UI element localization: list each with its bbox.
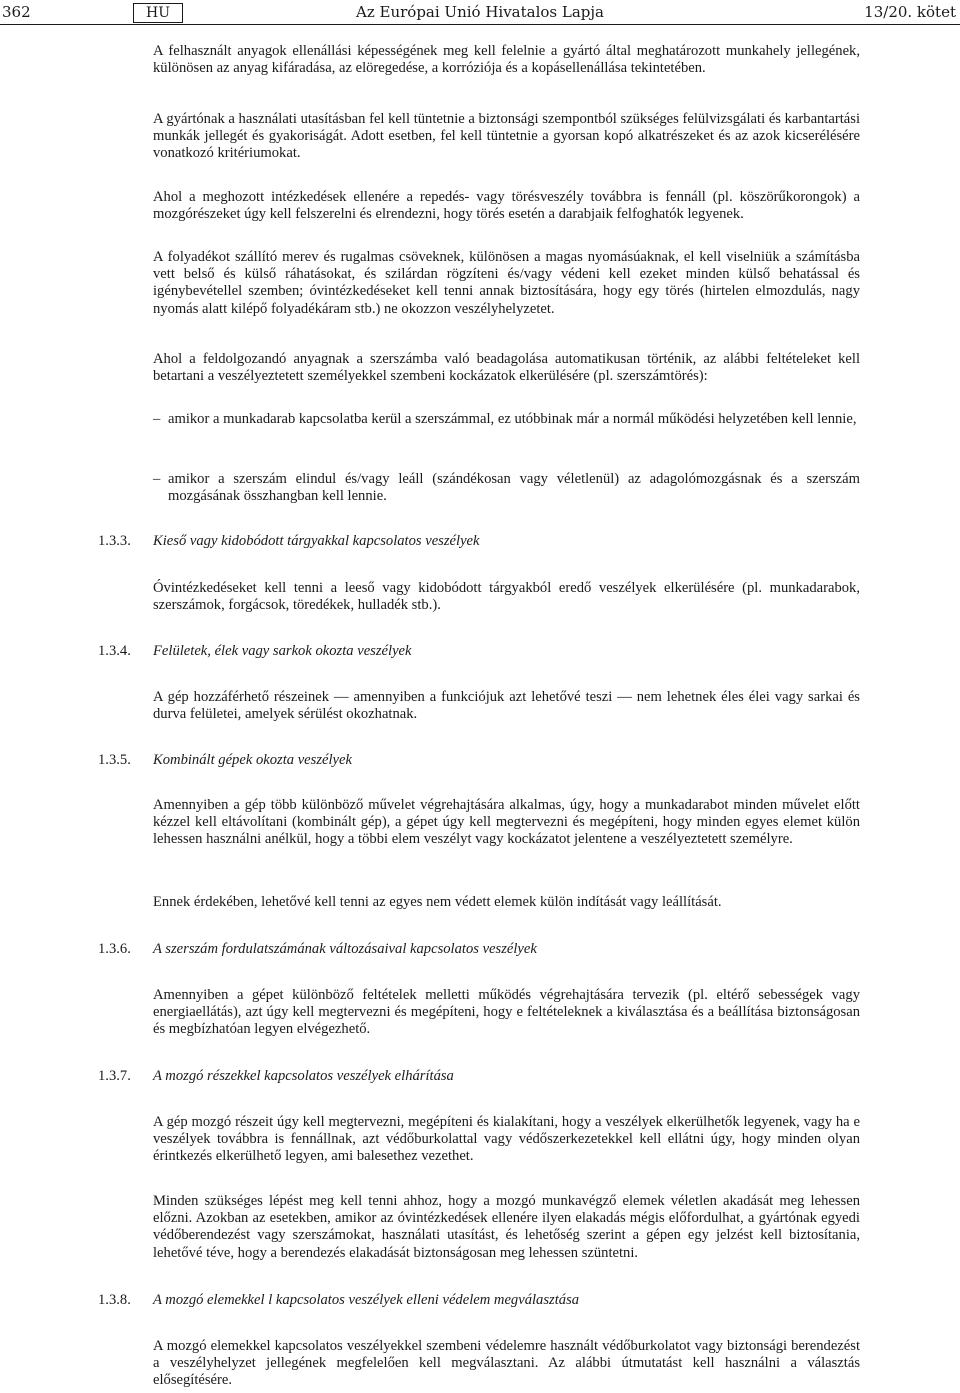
volume-label: 13/20. kötet bbox=[864, 3, 956, 21]
section-number: 1.3.4. bbox=[98, 643, 131, 659]
journal-title: Az Európai Unió Hivatalos Lapja bbox=[356, 3, 604, 21]
paragraph: A folyadékot szállító merev és rugalmas csöveknek, különösen a magas nyomásúaknak, el kell viselniük a számításba vett belső és külső ráhatásokat, és szilárdan rögzíteni és/vagy védeni kell ezeket minden külső behatással és igénybevétellel szemben; óvintézkedéseket kell tenni annak biztosítására, hogy egy törés (hirtelen elmozdulás, nagy nyomás alatt kilépő folyadékáram stb.) ne okozzon veszélyhelyzetet. bbox=[153, 249, 860, 317]
paragraph: Óvintézkedéseket kell tenni a leeső vagy kidobódott tárgyakból eredő veszélyek elkerülésére (pl. munkadarabok, szerszámok, forgácsok, töredékek, hulladék stb.). bbox=[153, 580, 860, 614]
paragraph: A mozgó elemekkel kapcsolatos veszélyekkel szembeni védelemre használt védőburkolatot vagy biztonsági berendezést a veszélyhelyzet jellegének megfelelően kell megválasztani. Az alábbi útmutatást kell használni a választás elősegítésére. bbox=[153, 1338, 860, 1389]
section-title: Kombinált gépek okozta veszélyek bbox=[153, 752, 352, 768]
paragraph: Minden szükséges lépést meg kell tenni ahhoz, hogy a mozgó munkavégző elemek véletlen akadását meg lehessen előzni. Azokban az esetekben, amikor az óvintézkedések ellenére ilyen elakadás mégis előfordulhat, a gyártónak egyedi védőberendezést vagy szerszámokat, használati utasítást, és lehetőség szerint a gépen egy jelzést kell biztosítania, lehetővé téve, hogy a berendezés elakadását biztonságosan meg lehessen szüntetni. bbox=[153, 1193, 860, 1261]
section-title: Felületek, élek vagy sarkok okozta veszélyek bbox=[153, 643, 412, 659]
list-item bbox=[153, 471, 860, 507]
section-title: A mozgó elemekkel l kapcsolatos veszélyek elleni védelem megválasztása bbox=[153, 1292, 580, 1308]
paragraph: Ahol a feldolgozandó anyagnak a szerszámba való beadagolása automatikusan történik, az alábbi feltételeket kell betartani a veszélyeztetett személyekkel szembeni kockázatok elkerülésére (pl. szerszámtörés): bbox=[153, 351, 860, 385]
paragraph: Ennek érdekében, lehetővé kell tenni az egyes nem védett elemek külön indítását vagy leállítását. bbox=[153, 894, 722, 910]
section-title: Kieső vagy kidobódott tárgyakkal kapcsolatos veszélyek bbox=[153, 533, 480, 549]
list-item-text: amikor a szerszám elindul és/vagy leáll (szándékosan vagy véletlenül) az adagolómozgásnak és a szerszám mozgásának összhangban kell lennie. bbox=[168, 471, 860, 505]
paragraph: A gép mozgó részeit úgy kell megtervezni, megépíteni és kialakítani, hogy a veszélyek elkerülhetők legyenek, vagy ha e veszélyek továbbra is fennállnak, azt védőburkolattal vagy védőszerkezetekkel kell ellátni úgy, hogy minden olyan érintkezés elkerülhető legyen, ami balesethez vezethet. bbox=[153, 1114, 860, 1165]
paragraph: A felhasznált anyagok ellenállási képességének meg kell felelnie a gyártó által meghatározott munkahely jellegének, különösen az anyag kifáradása, az elöregedése, a korróziója és a kopásellenállása tekintetében. bbox=[153, 43, 860, 77]
section-number: 1.3.6. bbox=[98, 941, 131, 957]
section-number: 1.3.5. bbox=[98, 752, 131, 768]
section-title: A mozgó részekkel kapcsolatos veszélyek elhárítása bbox=[153, 1068, 454, 1084]
list-item bbox=[153, 411, 860, 447]
list-item-text: amikor a munkadarab kapcsolatba kerül a szerszámmal, ez utóbbinak már a normál működési helyzetében kell lennie, bbox=[168, 411, 857, 427]
paragraph: Amennyiben a gépet különböző feltételek melletti működés végrehajtására tervezik (pl. eltérő sebességek vagy energiaellátás), azt úgy kell megtervezni és megépíteni, hogy e feltételeknek a kiválasztása és a beállítása biztonságosan és megbízhatóan legyen elvégezhető. bbox=[153, 987, 860, 1038]
language-badge: HU bbox=[133, 3, 183, 23]
page-number: 362 bbox=[2, 3, 31, 21]
paragraph: A gyártónak a használati utasításban fel kell tüntetnie a biztonsági szempontból szükséges felülvizsgálati és karbantartási munkák jellegét és gyakoriságát. Adott esetben, fel kell tüntetnie a gyorsan kopó alkatrészeket és az azok kicserélésére vonatkozó kritériumokat. bbox=[153, 111, 860, 162]
paragraph: Amennyiben a gép több különböző művelet végrehajtására alkalmas, úgy, hogy a munkadarabot minden művelet előtt kézzel kell eltávolítani (kombinált gép), a gépet úgy kell megtervezni és megépíteni, hogy minden egyes elemet külön lehessen használni anélkül, hogy a többi elem veszélyt vagy kockázatot jelentene a veszélyeztetett személyre. bbox=[153, 797, 860, 848]
dash-bullet: – bbox=[153, 411, 161, 427]
section-title: A szerszám fordulatszámának változásaival kapcsolatos veszélyek bbox=[153, 941, 537, 957]
paragraph: Ahol a meghozott intézkedések ellenére a repedés- vagy törésveszély továbbra is fennáll (pl. köszörűkorongok) a mozgórészeket úgy kell felszerelni és elrendezni, hogy törés esetén a darabjaik felfoghatók legyenek. bbox=[153, 189, 860, 223]
page-header bbox=[0, 2, 960, 24]
dash-bullet: – bbox=[153, 471, 161, 487]
header-rule bbox=[0, 24, 960, 25]
section-number: 1.3.3. bbox=[98, 533, 131, 549]
section-number: 1.3.7. bbox=[98, 1068, 131, 1084]
paragraph: A gép hozzáférhető részeinek — amennyiben a funkciójuk azt lehetővé teszi — nem lehetnek éles élei vagy sarkai és durva felületei, amelyek sérülést okozhatnak. bbox=[153, 689, 860, 723]
section-number: 1.3.8. bbox=[98, 1292, 131, 1308]
